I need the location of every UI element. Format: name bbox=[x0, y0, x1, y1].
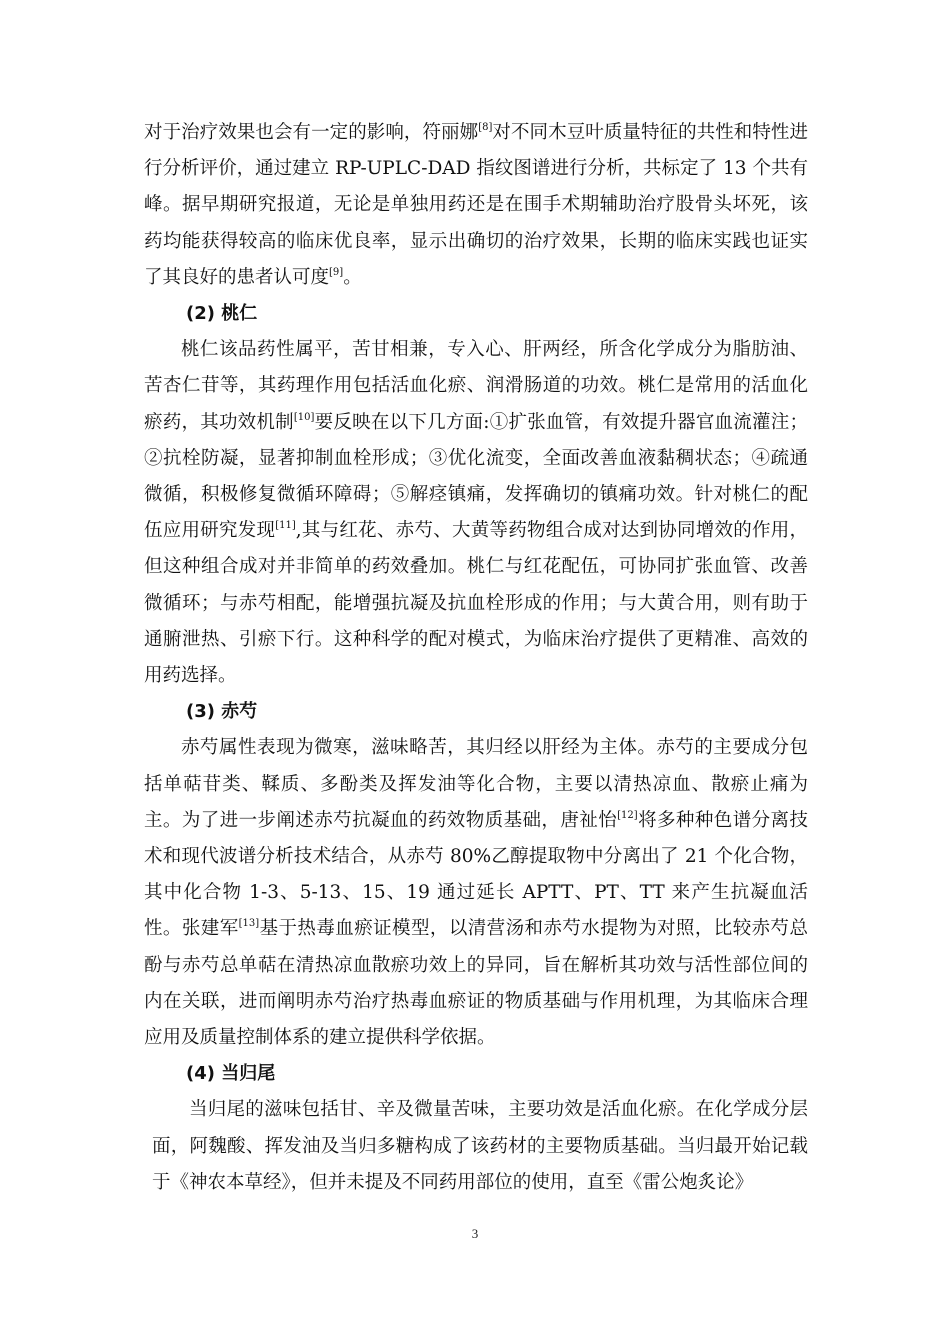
paragraph-taoren bbox=[144, 332, 808, 694]
section-heading-chishao: (3) 赤芍 bbox=[186, 701, 258, 723]
paragraph-jinzhuye-continued bbox=[144, 115, 808, 296]
paragraph-dangguiwei bbox=[144, 1092, 808, 1201]
citation-ref-10: [10] bbox=[293, 411, 315, 423]
section-heading-dangguiwei: (4) 当归尾 bbox=[186, 1063, 276, 1085]
text-run: 。 bbox=[343, 266, 362, 288]
citation-ref-12: [12] bbox=[617, 809, 638, 821]
citation-ref-13: [13] bbox=[238, 918, 260, 930]
citation-ref-11: [11] bbox=[275, 520, 296, 532]
citation-ref-8: [8] bbox=[478, 122, 493, 133]
text-run: 对于治疗效果也会有一定的影响，符丽娜 bbox=[144, 122, 479, 143]
text-run: ,其与红花、赤芍、大黄等药物组合成对达到协同增效的作用，但这种组合成对并非简单的药效叠加。桃仁与红花配伍，可协同扩张血管、改善微循环；与赤芍相配，能增强抗凝及抗血栓形成的作用；与大黄合用，则有助于通腑泄热、引瘀下行。这种科学的配对模式，为临床治疗提供了更精准、高效的用药选择。 bbox=[144, 520, 808, 687]
text-run: 当归尾的滋味包括甘、辛及微量苦味，主要功效是活血化瘀。在化学成分层面，阿魏酸、挥发油及当归多糖构成了该药材的主要物质基础。当归最开始记载于《神农本草经》，但并未提及不同药用部位的使用，直至《雷公炮炙论》 bbox=[152, 1099, 808, 1193]
text-run: 基于热毒血瘀证模型，以清营汤和赤芍水提物为对照，比较赤芍总酚与赤芍总单萜在清热凉血散瘀功效上的异同，旨在解析其功效与活性部位间的内在关联，进而阐明赤芍治疗热毒血瘀证的物质基础与作用机理，为其临床合理应用及质量控制体系的建立提供科学依据。 bbox=[144, 918, 808, 1049]
body-text bbox=[144, 115, 808, 1201]
text-run: 将多种种色谱分离技术和现代波谱分析技术结合，从赤芍 80%乙醇提取物中分离出了 21 个化合物，其中化合物 1-3、5-13、15、19 通过延长 APTT、PT、TT 来产生抗凝血活性。张建军 bbox=[144, 809, 808, 940]
text-run: 桃仁该品药性属平，苦甘相兼，专入心、肝两经，所含化学成分为脂肪油、苦杏仁苷等，其药理作用包括活血化瘀、润滑肠道的功效。桃仁是常用的活血化瘀药，其功效机制 bbox=[144, 339, 808, 433]
text-run: 赤芍属性表现为微寒，滋味略苦，其归经以肝经为主体。赤芍的主要成分包括单萜苷类、鞣质、多酚类及挥发油等化合物，主要以清热凉血、散瘀止痛为主。为了进一步阐述赤芍抗凝血的药效物质基础，唐祉怡 bbox=[144, 737, 808, 831]
paragraph-chishao bbox=[144, 730, 808, 1056]
text-run: 对不同木豆叶质量特征的共性和特性进行分析评价，通过建立 RP-UPLC-DAD 指纹图谱进行分析，共标定了 13 个共有峰。据早期研究报道，无论是单独用药还是在围手术期辅助治疗股骨头坏死，该药均能获得较高的临床优良率，显示出确切的治疗效果，长期的临床实践也证实了其良好的患者认可度 bbox=[144, 122, 808, 288]
text-run: 要反映在以下几方面:①扩张血管，有效提升器官血流灌注；②抗栓防凝，显著抑制血栓形成；③优化流变，全面改善血液黏稠状态；④疏通微循，积极修复微循环障碍；⑤解痉镇痛，发挥确切的镇痛功效。针对桃仁的配伍应用研究发现 bbox=[144, 411, 808, 542]
section-heading-taoren: (2) 桃仁 bbox=[186, 303, 258, 325]
page-number: 3 bbox=[471, 1226, 479, 1241]
citation-ref-9: [9] bbox=[329, 266, 344, 278]
